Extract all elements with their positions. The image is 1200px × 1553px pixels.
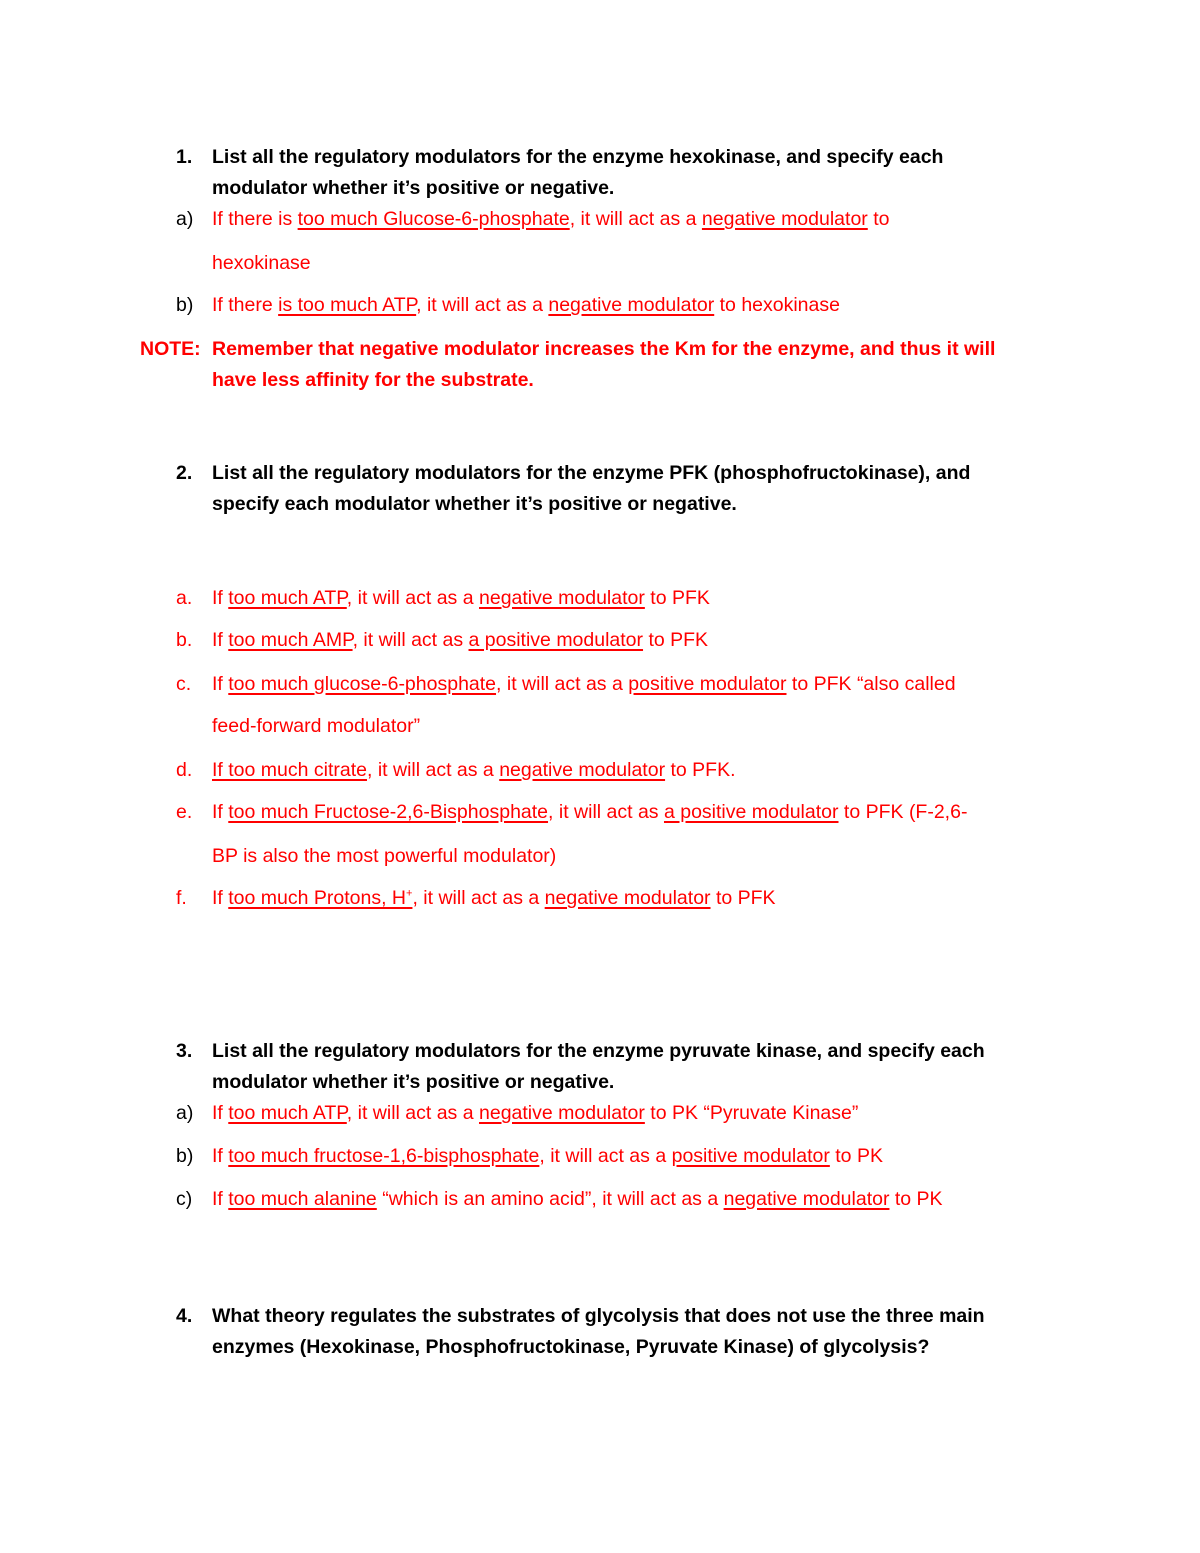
q1-text-line1: List all the regulatory modulators for the enzyme hexokinase, and specify each — [212, 146, 944, 168]
q2-number: 2. — [176, 462, 193, 484]
q3-number: 3. — [176, 1040, 193, 1062]
q1-text-line2: modulator whether it’s positive or negative. — [212, 177, 615, 199]
q1-b-answer: If there is too much ATP, it will act as a negative modulator to hexokinase — [212, 294, 840, 316]
q3-b-label: b) — [176, 1145, 194, 1167]
q2-e-answer: If too much Fructose-2,6-Bisphosphate, it will act as a positive modulator to PFK (F-2,6- — [212, 801, 968, 823]
q1-a-answer: If there is too much Glucose-6-phosphate, it will act as a negative modulator to — [212, 208, 890, 230]
q1-a-answer-cont: hexokinase — [212, 252, 311, 274]
note-label: NOTE: — [140, 338, 201, 360]
q2-text-line1: List all the regulatory modulators for the enzyme PFK (phosphofructokinase), and — [212, 462, 971, 484]
q3-text-line1: List all the regulatory modulators for the enzyme pyruvate kinase, and specify each — [212, 1040, 985, 1062]
q3-c-answer: If too much alanine “which is an amino acid”, it will act as a negative modulator to PK — [212, 1188, 943, 1210]
note-line2: have less affinity for the substrate. — [212, 369, 534, 391]
q1-b-label: b) — [176, 294, 194, 316]
q3-b-answer: If too much fructose-1,6-bisphosphate, it will act as a positive modulator to PK — [212, 1145, 883, 1167]
q2-c-label: c. — [176, 673, 192, 695]
q4-number: 4. — [176, 1305, 193, 1327]
q3-a-label: a) — [176, 1102, 194, 1124]
q3-a-answer: If too much ATP, it will act as a negative modulator to PK “Pyruvate Kinase” — [212, 1102, 859, 1124]
q2-f-label: f. — [176, 887, 187, 909]
q2-c-answer-cont: feed-forward modulator” — [212, 715, 421, 737]
q2-e-answer-cont: BP is also the most powerful modulator) — [212, 845, 557, 867]
q1-number: 1. — [176, 146, 193, 168]
q3-c-label: c) — [176, 1188, 193, 1210]
q2-e-label: e. — [176, 801, 193, 823]
q2-b-label: b. — [176, 629, 193, 651]
q2-a-label: a. — [176, 587, 193, 609]
note-line1: Remember that negative modulator increases the Km for the enzyme, and thus it will — [212, 338, 996, 360]
q4-text-line2: enzymes (Hexokinase, Phosphofructokinase, Pyruvate Kinase) of glycolysis? — [212, 1336, 930, 1358]
q2-d-answer: If too much citrate, it will act as a negative modulator to PFK. — [212, 759, 736, 781]
q2-a-answer: If too much ATP, it will act as a negative modulator to PFK — [212, 587, 710, 609]
q4-text-line1: What theory regulates the substrates of glycolysis that does not use the three main — [212, 1305, 985, 1327]
q1-a-label: a) — [176, 208, 194, 230]
q2-f-answer: If too much Protons, H+, it will act as a negative modulator to PFK — [212, 887, 776, 909]
q3-text-line2: modulator whether it’s positive or negative. — [212, 1071, 615, 1093]
q2-c-answer: If too much glucose-6-phosphate, it will act as a positive modulator to PFK “also called — [212, 673, 956, 695]
q2-b-answer: If too much AMP, it will act as a positive modulator to PFK — [212, 629, 709, 651]
q2-text-line2: specify each modulator whether it’s positive or negative. — [212, 493, 737, 515]
q2-d-label: d. — [176, 759, 193, 781]
